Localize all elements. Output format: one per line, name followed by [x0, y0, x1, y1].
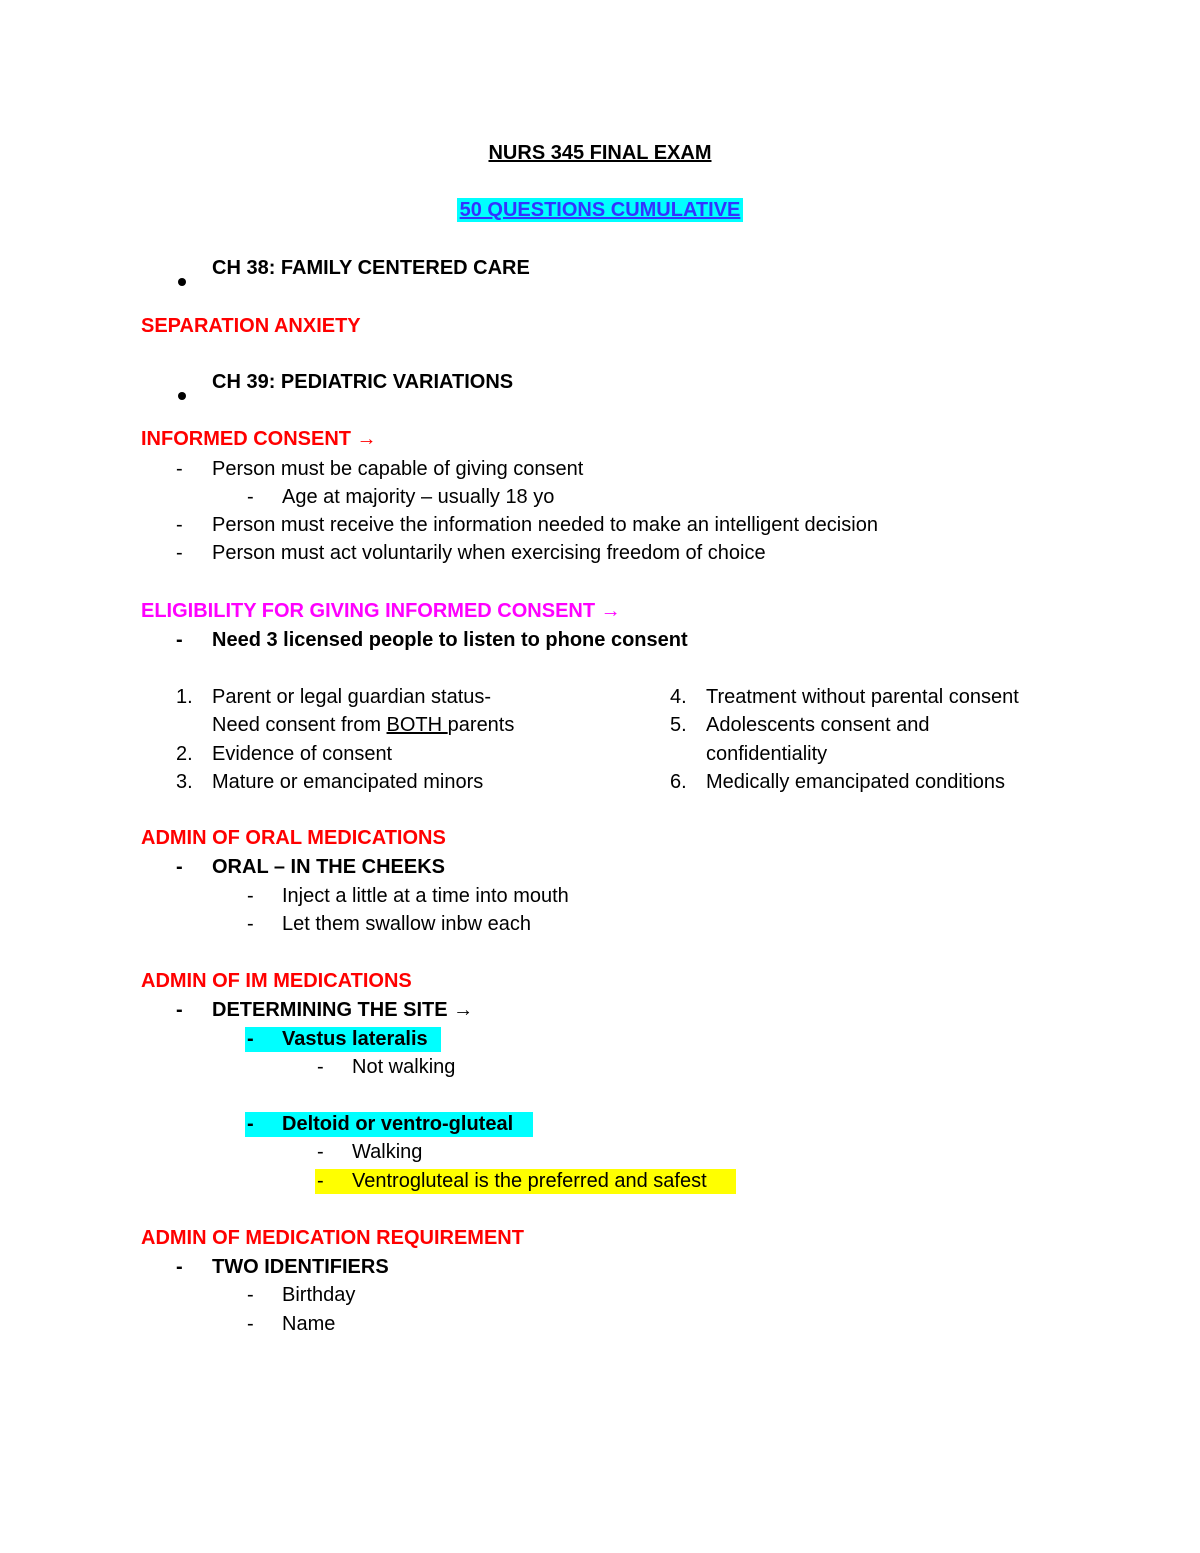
list-number: 3. [176, 771, 193, 793]
dash-marker: - [176, 856, 183, 878]
vastus-highlight: - Vastus lateralis [245, 1027, 441, 1052]
eligibility-item-cont: confidentiality [706, 743, 828, 765]
eligibility-heading: ELIGIBILITY FOR GIVING INFORMED CONSENT → [141, 600, 621, 622]
list-number: 5. [670, 714, 687, 736]
dash-marker: - [176, 542, 183, 564]
bullet-icon [178, 268, 186, 292]
im-meds-heading: ADMIN OF IM MEDICATIONS [141, 970, 412, 992]
im-subheading: DETERMINING THE SITE → [212, 999, 474, 1021]
oral-item: Let them swallow inbw each [282, 913, 532, 935]
identifier-item: Birthday [282, 1284, 356, 1306]
dash-marker: - [247, 913, 254, 935]
oral-item: Inject a little at a time into mouth [282, 885, 569, 907]
site-vastus-lateralis: Vastus lateralis [282, 1028, 428, 1050]
dash-marker: - [247, 1284, 254, 1306]
eligibility-item: Parent or legal guardian status- [212, 686, 492, 708]
dash-marker: - [176, 999, 183, 1021]
eligibility-item: Mature or emancipated minors [212, 771, 484, 793]
separation-anxiety-heading: SEPARATION ANXIETY [141, 315, 361, 337]
chapter-38-heading: CH 38: FAMILY CENTERED CARE [212, 257, 530, 279]
list-number: 2. [176, 743, 193, 765]
oral-subheading: ORAL – IN THE CHEEKS [212, 856, 445, 878]
phone-consent-note: Need 3 licensed people to listen to phone consent [212, 629, 688, 651]
page-title: NURS 345 FINAL EXAM [488, 142, 712, 164]
both-underlined: BOTH [386, 714, 448, 736]
dash-marker: - [247, 486, 254, 508]
site-note: Walking [352, 1141, 423, 1163]
site-deltoid-ventrogluteal: Deltoid or ventro-gluteal [282, 1113, 514, 1135]
oral-meds-heading: ADMIN OF ORAL MEDICATIONS [141, 827, 446, 849]
requirement-heading: ADMIN OF MEDICATION REQUIREMENT [141, 1227, 524, 1249]
eligibility-item: Medically emancipated conditions [706, 771, 1006, 793]
dash-marker: - [176, 629, 183, 651]
dash-marker: - [317, 1056, 324, 1078]
dash-marker: - [247, 885, 254, 907]
deltoid-highlight: - Deltoid or ventro-gluteal [245, 1112, 533, 1137]
list-number: 4. [670, 686, 687, 708]
page-subtitle [0, 199, 1200, 222]
informed-subitem: Age at majority – usually 18 yo [282, 486, 555, 508]
eligibility-item: Treatment without parental consent [706, 686, 1019, 708]
list-number: 1. [176, 686, 193, 708]
dash-marker: - [176, 458, 183, 480]
bullet-icon [178, 382, 186, 406]
preferred-highlight: - Ventrogluteal is the preferred and safest [315, 1169, 736, 1194]
informed-consent-heading: INFORMED CONSENT → [141, 428, 377, 450]
dash-marker: - [247, 1313, 254, 1335]
subtitle-highlight: 50 QUESTIONS CUMULATIVE [457, 198, 744, 222]
site-note: Not walking [352, 1056, 456, 1078]
eligibility-item: Evidence of consent [212, 743, 393, 765]
dash-marker: - [176, 1256, 183, 1278]
list-number: 6. [670, 771, 687, 793]
eligibility-item: Adolescents consent and [706, 714, 930, 736]
preferred-site-note: Ventrogluteal is the preferred and safest [352, 1170, 707, 1192]
eligibility-item-cont: Need consent from BOTH parents [212, 714, 515, 736]
requirement-subheading: TWO IDENTIFIERS [212, 1256, 389, 1278]
identifier-item: Name [282, 1313, 336, 1335]
chapter-39-heading: CH 39: PEDIATRIC VARIATIONS [212, 371, 514, 393]
informed-item: Person must be capable of giving consent [212, 458, 584, 480]
dash-marker: - [176, 514, 183, 536]
informed-item: Person must receive the information needed to make an intelligent decision [212, 514, 878, 536]
dash-marker: - [317, 1141, 324, 1163]
informed-item: Person must act voluntarily when exercising freedom of choice [212, 542, 766, 564]
